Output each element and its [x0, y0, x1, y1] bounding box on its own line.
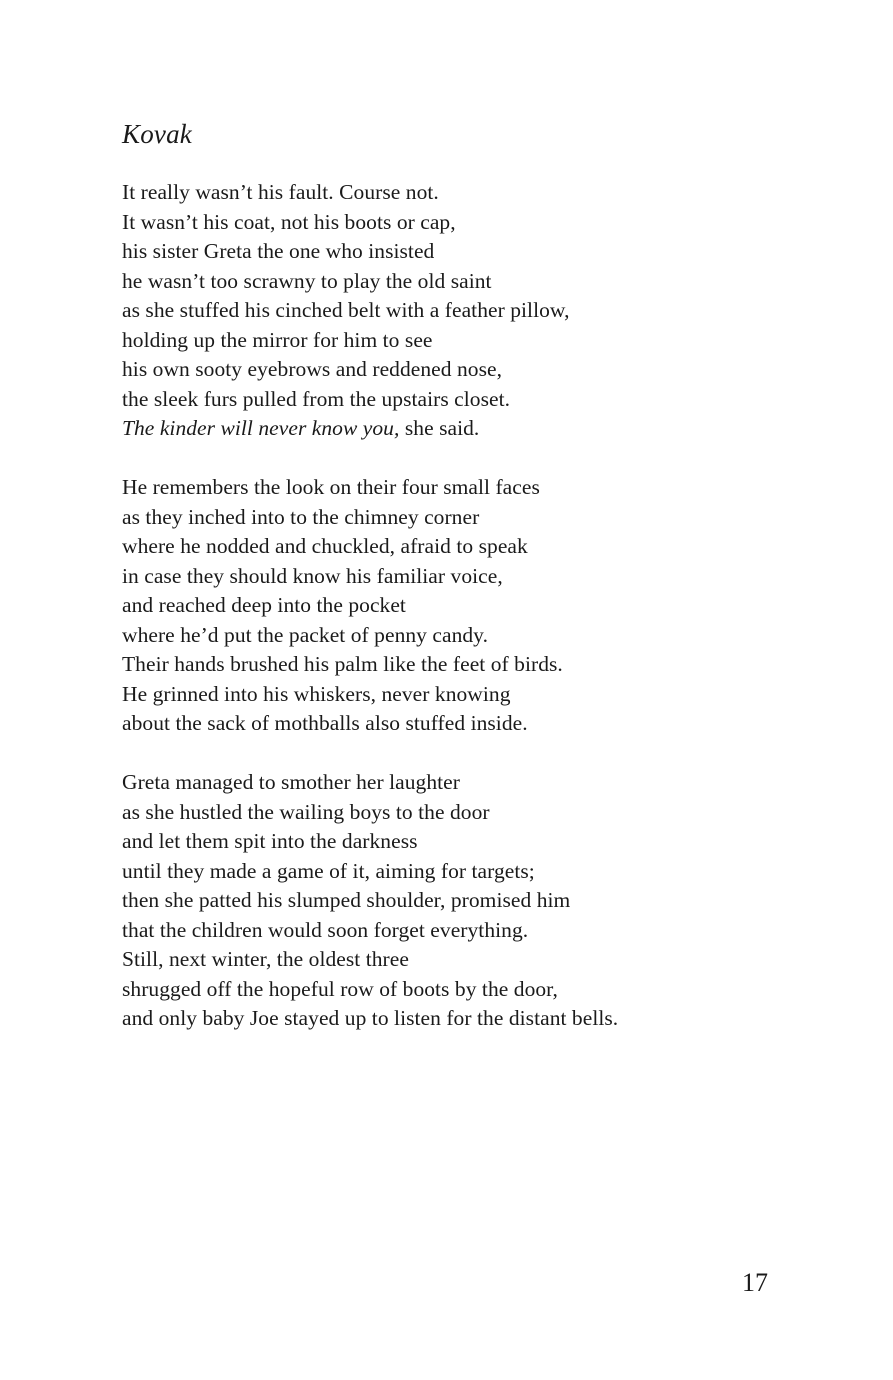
poem-body	[122, 178, 842, 1063]
poem-line: He grinned into his whiskers, never knowing	[122, 681, 511, 706]
poem-line: about the sack of mothballs also stuffed inside.	[122, 711, 528, 735]
quote-attribution: she said.	[399, 416, 480, 440]
poem-line: his own sooty eyebrows and reddened nose,	[122, 357, 503, 381]
italic-quote: The kinder will never know you,	[122, 416, 400, 440]
poem-line: and let them spit into the darkness	[122, 829, 418, 853]
poem-line: that the children would soon forget everything.	[122, 917, 529, 942]
poem-line: as she stuffed his cinched belt with a feather pillow,	[122, 298, 570, 322]
poem-line-quote	[122, 414, 842, 444]
stanza-1	[122, 178, 842, 444]
poem-line: holding up the mirror for him to see	[122, 327, 433, 352]
poem-line: where he nodded and chuckled, afraid to speak	[122, 534, 528, 558]
poem-line: It really wasn’t his fault. Course not.	[122, 180, 439, 204]
poem-line: and only baby Joe stayed up to listen for the distant bells.	[122, 1006, 619, 1030]
poem-line: shrugged off the hopeful row of boots by the door,	[122, 976, 558, 1001]
poem-line: until they made a game of it, aiming for targets;	[122, 858, 535, 883]
poem-line: the sleek furs pulled from the upstairs closet.	[122, 386, 511, 411]
poem-line: It wasn’t his coat, not his boots or cap,	[122, 209, 456, 234]
stanza-3	[122, 768, 842, 1034]
poem-line: in case they should know his familiar voice,	[122, 563, 503, 588]
poem-line: as they inched into to the chimney corner	[122, 504, 480, 529]
poem-line: his sister Greta the one who insisted	[122, 239, 435, 263]
poem-line: He remembers the look on their four small faces	[122, 475, 540, 499]
poem-line: he wasn’t too scrawny to play the old saint	[122, 268, 492, 293]
poem-line: Greta managed to smother her laughter	[122, 770, 460, 794]
poem-line: where he’d put the packet of penny candy.	[122, 622, 489, 647]
poem-line: as she hustled the wailing boys to the door	[122, 799, 490, 824]
page-number: 17	[742, 1268, 768, 1297]
poem-line: then she patted his slumped shoulder, promised him	[122, 888, 571, 912]
poem-line: Their hands brushed his palm like the feet of birds.	[122, 652, 563, 676]
poem-title: Kovak	[122, 119, 192, 149]
stanza-2	[122, 473, 842, 739]
poem-line: Still, next winter, the oldest three	[122, 947, 409, 971]
poem-line: and reached deep into the pocket	[122, 593, 406, 617]
